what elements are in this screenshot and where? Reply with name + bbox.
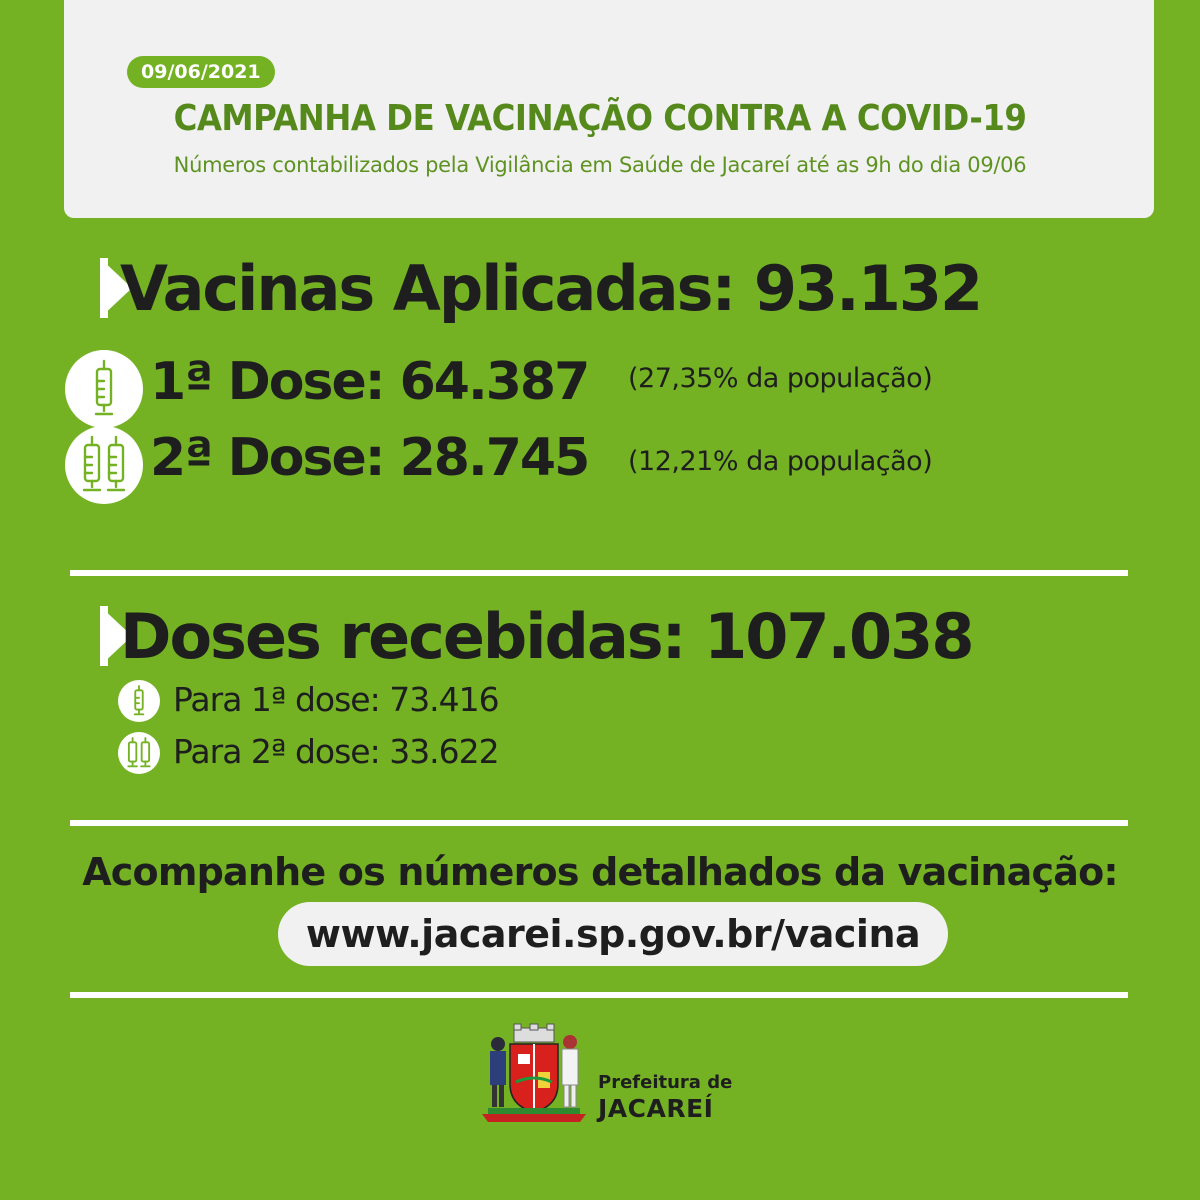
- received-dose1: Para 1ª dose: 73.416: [173, 680, 499, 719]
- applied-dose2-percent: (12,21% da população): [628, 446, 933, 477]
- campaign-title: CAMPANHA DE VACINAÇÃO CONTRA A COVID-19: [173, 98, 1027, 139]
- header-subtitle: Números contabilizados pela Vigilância em Saúde de Jacareí até as 9h do dia 09/06: [173, 153, 1027, 177]
- double-syringe-icon: [124, 737, 154, 769]
- double-syringe-icon: [76, 435, 132, 495]
- divider: [70, 992, 1128, 998]
- divider: [70, 820, 1128, 826]
- coat-of-arms-icon: [476, 1022, 592, 1124]
- syringe-icon: [128, 685, 150, 717]
- received-total: Doses recebidas: 107.038: [120, 600, 973, 673]
- logo-line1: Prefeitura de: [598, 1072, 733, 1093]
- double-syringe-icon-circle: [65, 426, 143, 504]
- divider: [70, 570, 1128, 576]
- applied-dose1-percent: (27,35% da população): [628, 363, 933, 394]
- double-syringe-icon-circle: [118, 732, 160, 774]
- logo-line2: JACAREÍ: [598, 1094, 714, 1123]
- applied-dose1: 1ª Dose: 64.387: [150, 352, 589, 412]
- vaccine-url-link[interactable]: www.jacarei.sp.gov.br/vacina: [278, 902, 948, 966]
- applied-dose2: 2ª Dose: 28.745: [150, 428, 589, 488]
- date-badge: 09/06/2021: [127, 56, 275, 88]
- follow-text: Acompanhe os números detalhados da vacinação:: [82, 850, 1118, 894]
- applied-total: Vacinas Aplicadas: 93.132: [120, 252, 982, 325]
- received-dose2: Para 2ª dose: 33.622: [173, 732, 499, 771]
- syringe-icon: [84, 359, 124, 419]
- syringe-icon-circle: [118, 680, 160, 722]
- syringe-icon-circle: [65, 350, 143, 428]
